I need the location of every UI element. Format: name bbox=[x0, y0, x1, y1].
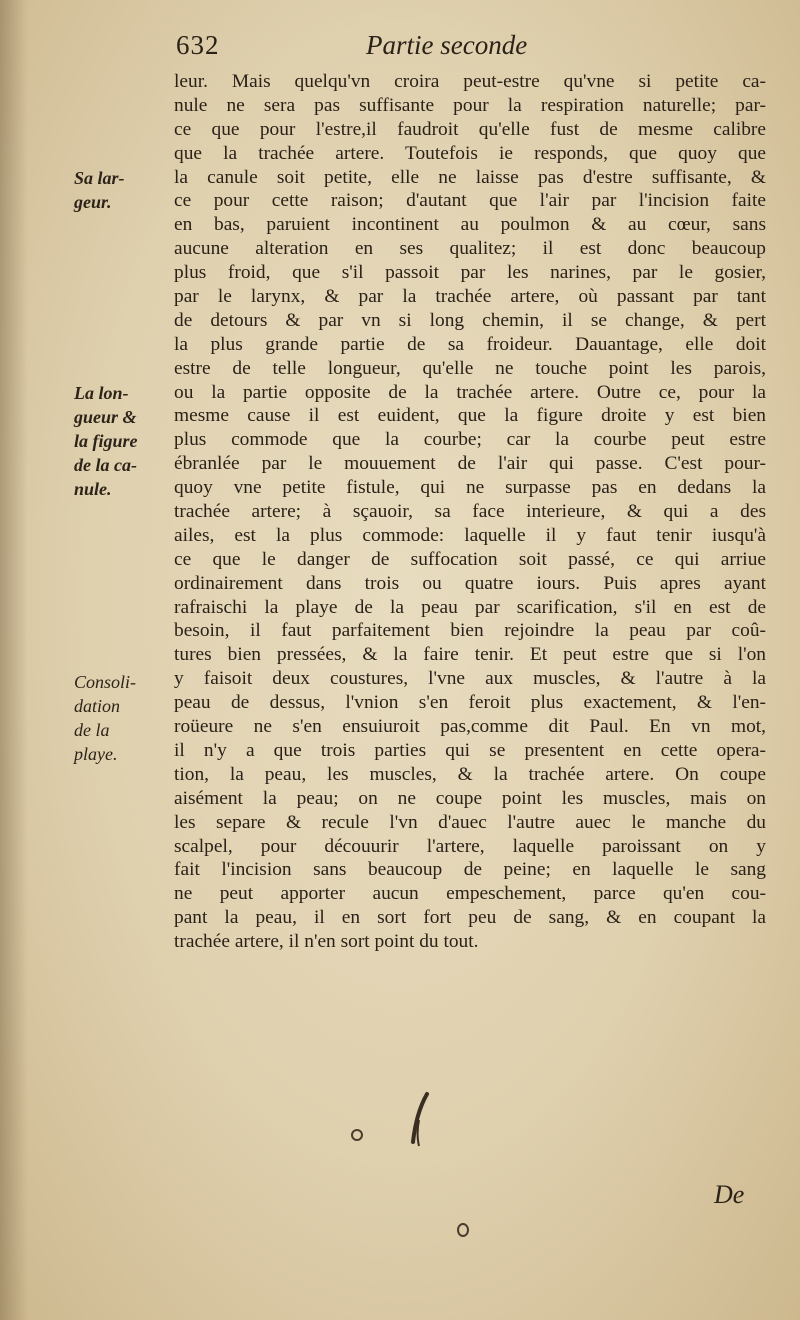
text-line: quoy vne petite fistule, qui ne surpasse pas en dedans la bbox=[174, 477, 766, 499]
text-line: scalpel, pour découurir l'artere, laquelle paroissant on y bbox=[174, 835, 766, 857]
text-line: estre de telle longueur, qu'elle ne touche point les parois, bbox=[174, 357, 766, 379]
margin-note-line: la figure bbox=[74, 430, 138, 451]
text-line: par le larynx, & par la trachée artere, où passant par tant bbox=[174, 286, 766, 308]
text-line: y faisoit deux coustures, l'vne aux muscles, & l'autre à la bbox=[174, 668, 766, 690]
text-line: ébranlée par le mouuement de l'air qui passe. C'est pour- bbox=[174, 453, 766, 475]
margin-note-line: dation bbox=[74, 695, 121, 716]
margin-note-consolidation bbox=[74, 671, 166, 767]
margin-note-line: Sa lar- bbox=[74, 168, 125, 188]
text-line: en bas, paruient incontinent au poulmon & au cœur, sans bbox=[174, 214, 766, 236]
text-line: trachée artere; à sçauoir, sa face interieure, & qui a des bbox=[174, 501, 766, 523]
text-line: tures bien pressées, & la faire tenir. Et peut estre que si l'on bbox=[174, 644, 766, 666]
text-line: ce que le danger de suffocation soit passé, ce qui arriue bbox=[174, 548, 766, 570]
text-line: tion, la peau, les muscles, & la trachée artere. On coupe bbox=[174, 763, 766, 785]
text-line: ce pour cette raison; d'autant que l'air par l'incision faite bbox=[174, 190, 766, 212]
text-line: trachée artere, il n'en sort point du tout. bbox=[174, 931, 479, 953]
text-line: plus froid, que s'il passoit par les narines, par le gosier, bbox=[174, 262, 766, 284]
text-line: que la trachée artere. Toutefois ie responds, que quoy que bbox=[174, 142, 766, 164]
text-line: ce que pour l'estre,il faudroit qu'elle fust de mesme calibre bbox=[174, 118, 766, 140]
text-line: ne peut apporter aucun empeschement, parce qu'en cou- bbox=[174, 883, 766, 905]
printer-mark bbox=[350, 1128, 364, 1142]
margin-note-line: geur. bbox=[74, 191, 112, 212]
gutter-shadow bbox=[0, 0, 28, 1320]
margin-note-line: de la bbox=[74, 719, 110, 740]
text-line: besoin, il faut parfaitement bien rejoindre la peau par coû- bbox=[174, 620, 766, 642]
text-line: leur. Mais quelqu'vn croira peut-estre qu'vne si petite ca- bbox=[174, 71, 766, 92]
margin-note-width bbox=[74, 167, 166, 215]
margin-note-line: Consoli- bbox=[74, 672, 137, 692]
text-line: mesme cause il est euident, que la figure droite y est bien bbox=[174, 405, 766, 427]
catchword: De bbox=[714, 1180, 745, 1209]
text-line: les separe & recule l'vn d'auec l'autre auec le manche du bbox=[174, 811, 766, 833]
margin-note-line: La lon- bbox=[74, 383, 129, 403]
margin-note-line: nule. bbox=[74, 478, 112, 499]
page-number: 632 bbox=[176, 30, 220, 60]
running-head bbox=[176, 30, 596, 70]
text-line: aucune alteration en ses qualitez; il est donc beaucoup bbox=[174, 238, 766, 260]
text-line: fait l'incision sans beaucoup de peine; en laquelle le sang bbox=[174, 859, 766, 881]
margin-note-length-shape bbox=[74, 382, 166, 502]
text-line: de detours & par vn si long chemin, il se change, & pert bbox=[174, 309, 766, 331]
text-line: la canule soit petite, elle ne laisse pas d'estre suffisante, & bbox=[174, 166, 766, 188]
margin-note-line: gueur & bbox=[74, 406, 137, 427]
text-line: ordinairement dans trois ou quatre iours. Puis apres ayant bbox=[174, 572, 766, 594]
text-line: rafraischi la playe de la peau par scarification, s'il en est de bbox=[174, 596, 766, 618]
text-line: plus commode que la courbe; car la courbe peut estre bbox=[174, 429, 766, 451]
body-text bbox=[174, 70, 766, 954]
ink-stroke-mark bbox=[405, 1090, 435, 1150]
text-line: la plus grande partie de sa froideur. Dauantage, elle doit bbox=[174, 333, 766, 355]
running-title: Partie seconde bbox=[366, 30, 528, 60]
printer-mark bbox=[456, 1222, 470, 1238]
text-line: ou la partie opposite de la trachée artere. Outre ce, pour la bbox=[174, 381, 766, 403]
text-line: roüeure ne s'en ensuiuroit pas,comme dit Paul. En vn mot, bbox=[174, 716, 766, 738]
text-line: ailes, est la plus commode: laquelle il y faut tenir iusqu'à bbox=[174, 524, 766, 546]
text-line: pant la peau, il en sort fort peu de sang, & en coupant la bbox=[174, 907, 766, 929]
text-line: peau de dessus, l'vnion s'en feroit plus exactement, & l'en- bbox=[174, 692, 766, 714]
margin-note-line: playe. bbox=[74, 743, 118, 764]
text-line: aisément la peau; on ne coupe point les muscles, mais on bbox=[174, 787, 766, 809]
text-line: nule ne sera pas suffisante pour la respiration naturelle; par- bbox=[174, 94, 766, 116]
text-line: il n'y a que trois parties qui se presentent en cette opera- bbox=[174, 739, 766, 761]
margin-note-line: de la ca- bbox=[74, 454, 137, 475]
